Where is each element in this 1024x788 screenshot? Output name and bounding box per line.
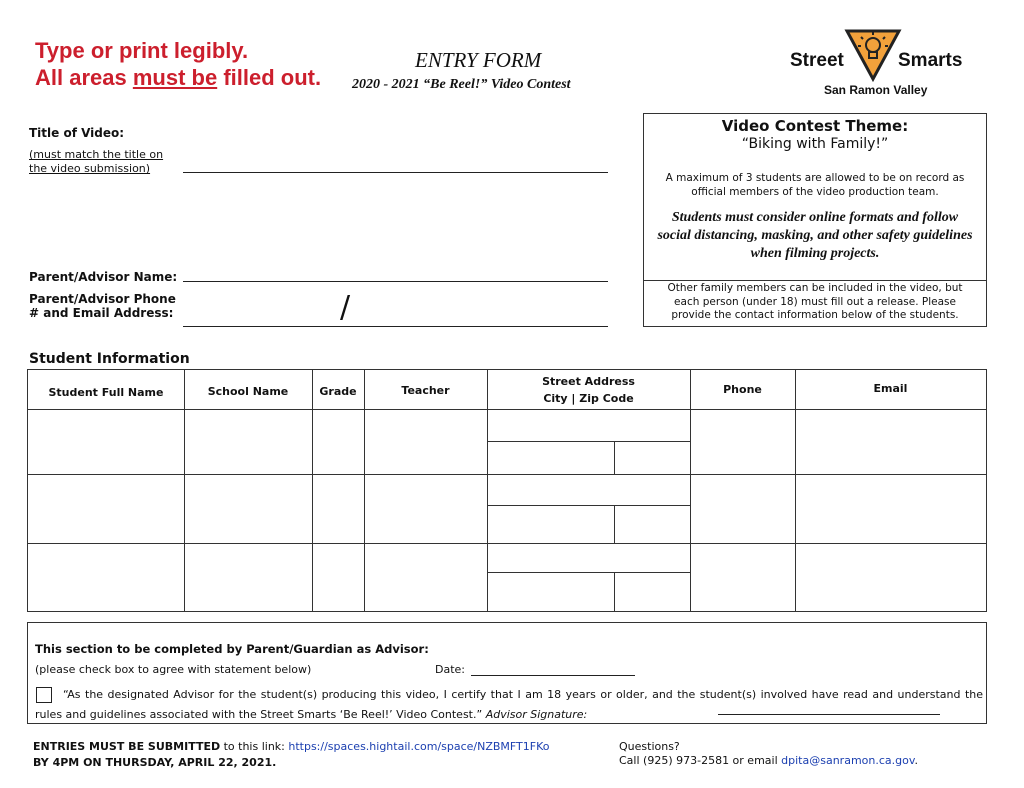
required-notice	[35, 65, 321, 91]
questions-label: Questions?	[619, 740, 680, 753]
submit-text: to this link:	[220, 740, 289, 753]
theme-topic: “Biking with Family!”	[741, 136, 889, 152]
student-info-heading: Student Information	[29, 351, 190, 367]
contact-line	[619, 754, 918, 767]
parent-name-label: Parent/Advisor Name:	[29, 270, 178, 284]
notice-emphasis: must be	[132, 65, 218, 90]
date-label: Date:	[435, 663, 465, 676]
parent-name-input-line[interactable]	[183, 281, 608, 282]
safety-note: Students must consider online formats and follow social distancing, masking, and other safety guidelines when filming projects.	[657, 210, 973, 261]
advisor-heading: This section to be completed by Parent/Guardian as Advisor:	[35, 642, 429, 656]
signature-input-line[interactable]	[718, 714, 940, 715]
title-note-2: the video submission)	[29, 162, 151, 175]
parent-contact-label-2: # and Email Address:	[29, 306, 174, 320]
form-subtitle: 2020 - 2021 “Be Reel!” Video Contest	[352, 77, 571, 92]
advisor-instruction: (please check box to agree with statement below)	[35, 663, 312, 676]
advisor-section	[27, 622, 987, 724]
title-note-1: (must match the title on	[29, 148, 164, 161]
logo-region: San Ramon Valley	[824, 83, 928, 97]
form-title: ENTRY FORM	[415, 48, 542, 72]
deadline: BY 4PM ON THURSDAY, APRIL 22, 2021.	[33, 756, 277, 769]
col-teacher: Teacher	[401, 384, 450, 397]
title-input-line[interactable]	[183, 172, 608, 173]
contact-end: .	[914, 754, 919, 767]
col-email: Email	[873, 382, 908, 395]
statement-text: “As the designated Advisor for the student(s) producing this video, I certify that I am 18 years or older, and the student(s) involved have read and understand the rules and guidelines associated with the Street Smarts ‘Be Reel!’ Video Contest.”	[35, 688, 983, 721]
theme-box	[643, 113, 987, 327]
parent-contact-input-line[interactable]	[183, 326, 608, 327]
submission-link[interactable]: https://spaces.hightail.com/space/NZBMFT1FKo	[288, 740, 550, 753]
notice-text: All areas	[35, 65, 133, 90]
phone-email-separator: /	[340, 290, 351, 325]
col-school: School Name	[207, 385, 289, 398]
submit-bold: ENTRIES MUST BE SUBMITTED	[33, 740, 221, 753]
lightbulb-icon	[844, 28, 902, 82]
family-note: Other family members can be included in the video, but each person (under 18) must fill out a release. Please provide the contact information below of the students.	[667, 282, 963, 321]
col-student-name: Student Full Name	[48, 386, 164, 399]
theme-heading: Video Contest Theme:	[721, 117, 909, 135]
max-students-note: A maximum of 3 students are allowed to be on record as official members of the video production team.	[665, 172, 965, 198]
logo-word-smarts: Smarts	[898, 50, 963, 71]
call-text: Call (925) 973-2581 or email	[619, 754, 782, 767]
student-table	[27, 369, 987, 612]
street-smarts-logo	[790, 28, 990, 100]
col-street-address: Street Address	[542, 375, 635, 388]
contact-email-link[interactable]: dpita@sanramon.ca.gov	[781, 754, 915, 767]
submit-instruction	[33, 740, 550, 753]
col-phone: Phone	[723, 383, 762, 396]
legibility-notice: Type or print legibly.	[35, 38, 249, 63]
signature-label: Advisor Signature:	[485, 708, 588, 721]
col-city-zip: City | Zip Code	[543, 392, 634, 405]
date-input-line[interactable]	[471, 675, 635, 676]
parent-contact-label-1: Parent/Advisor Phone	[29, 292, 176, 306]
advisor-statement	[35, 685, 983, 725]
logo-word-street: Street	[790, 50, 844, 71]
title-label: Title of Video:	[29, 126, 125, 140]
col-grade: Grade	[319, 385, 357, 398]
notice-text-end: filled out.	[217, 65, 322, 90]
